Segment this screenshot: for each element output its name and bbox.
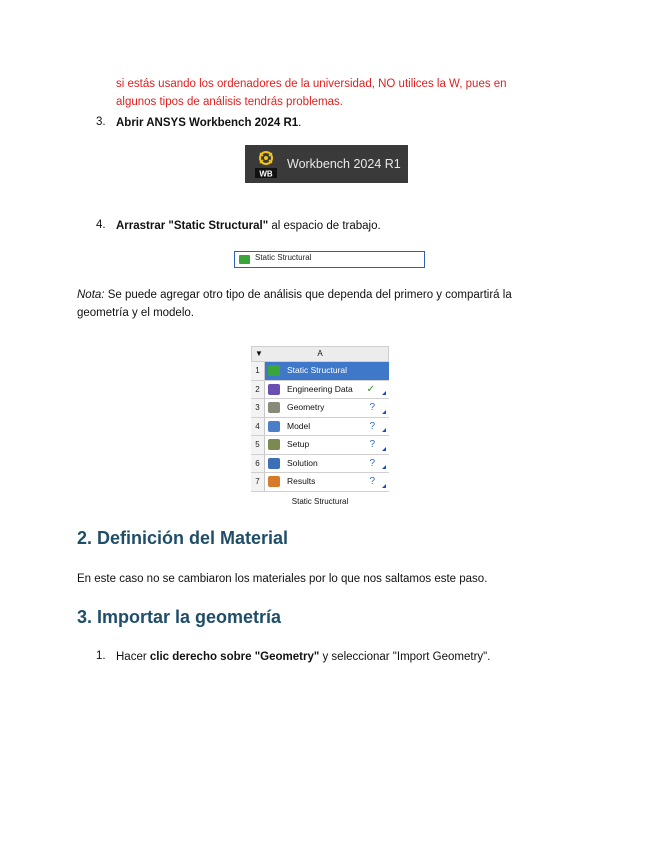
system-row-results[interactable] (251, 473, 389, 492)
check-icon: ✓ (366, 383, 375, 395)
row-number: 7 (251, 473, 265, 491)
workbench-label: Workbench 2024 R1 (287, 157, 401, 171)
system-row-setup[interactable] (251, 436, 389, 455)
system-row-geometry[interactable] (251, 399, 389, 418)
results-icon (268, 476, 280, 487)
system-caption: Static Structural (291, 496, 349, 506)
section-2-heading: 2. Definición del Material (77, 528, 289, 548)
static-structural-label: Static Structural (255, 253, 312, 262)
note-text-1: Se puede agregar otro tipo de análisis que dependa del primero y compartirá la (104, 289, 512, 301)
warning-line-1: si estás usando los ordenadores de la universidad, NO utilices la W, pues en (116, 78, 507, 90)
row-label: Solution (287, 457, 318, 468)
refresh-status-icon: ? (369, 439, 375, 450)
note-text-2: geometría y el modelo. (77, 307, 194, 319)
corner-arrow-icon[interactable] (382, 410, 386, 414)
solution-icon (268, 458, 280, 469)
row-label: Model (287, 420, 311, 431)
note-paragraph (77, 286, 577, 322)
row-number: 2 (251, 381, 265, 399)
step-4-text (116, 218, 381, 234)
step-3-bold: Abrir ANSYS Workbench 2024 R1 (116, 117, 299, 129)
workbench-launcher[interactable] (245, 145, 408, 183)
static-structural-icon (268, 365, 280, 376)
row-number: 4 (251, 418, 265, 436)
row-label: Geometry (287, 402, 325, 412)
geometry-icon (268, 402, 280, 413)
step-1-pre: Hacer (116, 651, 150, 663)
column-letter: A (317, 349, 323, 358)
static-structural-icon (239, 255, 250, 264)
warning-line-2: algunos tipos de análisis tendrás problemas. (116, 96, 343, 108)
section-3-step-1-text (116, 649, 490, 665)
collapse-arrow-icon[interactable]: ▼ (255, 349, 263, 358)
model-icon (268, 421, 280, 432)
step-4-rest: al espacio de trabajo. (268, 220, 381, 232)
system-row-solution[interactable] (251, 455, 389, 474)
warning-text (116, 75, 507, 111)
corner-arrow-icon[interactable] (382, 484, 386, 488)
row-number: 6 (251, 455, 265, 473)
row-label: Static Structural (287, 365, 347, 375)
row-label: Results (287, 476, 316, 486)
step-1-rest: y seleccionar "Import Geometry". (319, 651, 491, 663)
engineering-data-icon (268, 384, 280, 395)
section-2-text: En este caso no se cambiaron los materiales por lo que nos saltamos este paso. (77, 573, 488, 585)
system-rows (251, 362, 389, 492)
row-number: 5 (251, 436, 265, 454)
corner-arrow-icon[interactable] (382, 428, 386, 432)
step-3-rest: . (298, 117, 302, 129)
step-4-bold: Arrastrar "Static Structural" (116, 220, 269, 232)
note-label: Nota: (77, 289, 105, 301)
step-3-number: 3. (96, 116, 106, 128)
setup-icon (268, 439, 280, 450)
step-4-number: 4. (96, 219, 106, 231)
workbench-logo-icon (254, 149, 278, 179)
row-number: 3 (251, 399, 265, 417)
refresh-status-icon: ? (369, 457, 375, 469)
section-3-heading: 3. Importar la geometría (77, 607, 282, 627)
system-row-engineering-data[interactable] (251, 381, 389, 400)
row-number: 1 (251, 362, 265, 380)
static-structural-toolbox-item[interactable] (234, 251, 425, 268)
system-row-model[interactable] (251, 418, 389, 437)
refresh-status-icon: ? (369, 476, 375, 487)
corner-arrow-icon[interactable] (382, 447, 386, 451)
row-label: Setup (287, 439, 310, 449)
system-header (251, 346, 389, 362)
analysis-system-block[interactable] (251, 346, 389, 506)
step-1-bold: clic derecho sobre "Geometry" (149, 651, 320, 663)
workbench-logo-text: WB (259, 169, 273, 179)
corner-arrow-icon[interactable] (382, 465, 386, 469)
refresh-status-icon: ? (369, 420, 375, 432)
step-3-text (116, 115, 301, 131)
refresh-status-icon: ? (369, 402, 375, 413)
row-label: Engineering Data (287, 383, 353, 394)
section-3-step-1-number: 1. (96, 650, 106, 662)
system-row-static-structural[interactable] (251, 362, 389, 381)
corner-arrow-icon[interactable] (382, 391, 386, 395)
